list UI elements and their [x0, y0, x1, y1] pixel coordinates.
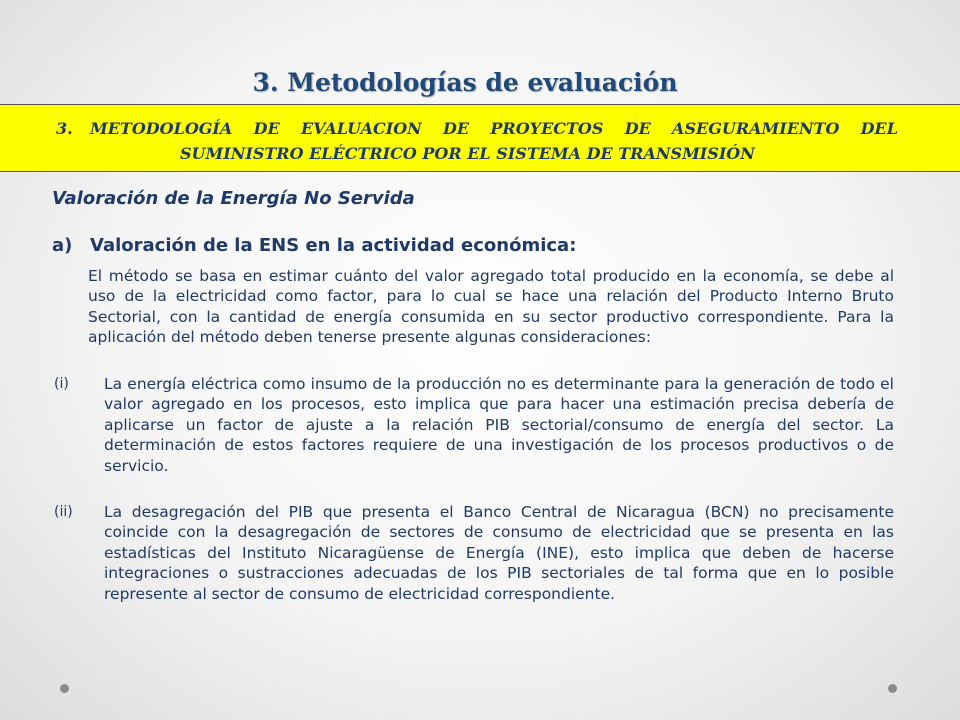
- section-a-paragraph: El método se basa en estimar cuánto del valor agregado total producido en la economía, se debe al uso de la electricidad como factor, para lo cual se hace una relación del Producto Interno Bruto Sectorial, con la cantidad de energía consumida en su sector productivo correspondiente. Para la aplicación del método deben tenerse presente algunas consideraciones:: [88, 267, 894, 347]
- consideration-item: [54, 502, 894, 604]
- slide-title: 3. Metodologías de evaluación: [252, 68, 678, 97]
- item-marker: (ii): [54, 504, 73, 520]
- section-a-label: a): [52, 235, 73, 256]
- item-marker: (i): [54, 376, 69, 392]
- section-a-title: Valoración de la ENS en la actividad económica:: [90, 235, 577, 256]
- consideration-item: [54, 374, 894, 476]
- subtitle: Valoración de la Energía No Servida: [52, 188, 415, 209]
- banner-number: 3.: [56, 119, 73, 138]
- banner-line-2: SUMINISTRO ELÉCTRICO POR EL SISTEMA DE TRANSMISIÓN: [180, 144, 755, 163]
- decorative-dot-left: [60, 684, 69, 693]
- decorative-dot-right: [888, 684, 897, 693]
- item-text: La energía eléctrica como insumo de la producción no es determinante para la generación de todo el valor agregado en los procesos, esto implica que para hacer una estimación precisa debería de aplicarse un factor de ajuste a la relación PIB sectorial/consumo de energía del sector. La determinación de estos factores requiere de una investigación de los procesos productivos o de servicio.: [104, 375, 894, 475]
- item-text: La desagregación del PIB que presenta el Banco Central de Nicaragua (BCN) no precisamente coincide con la desagregación de sectores de consumo de electricidad que se presenta en las estadísticas del Instituto Nicaragüense de Energía (INE), esto implica que deben de hacerse integraciones o sustracciones adecuadas de los PIB sectoriales de tal forma que en lo posible represente al sector de consumo de electricidad correspondiente.: [104, 503, 894, 603]
- section-a-heading: [52, 235, 912, 256]
- section-banner: [0, 104, 960, 172]
- banner-line-1: METODOLOGÍA DE EVALUACION DE PROYECTOS DE ASEGURAMIENTO DEL: [90, 119, 898, 138]
